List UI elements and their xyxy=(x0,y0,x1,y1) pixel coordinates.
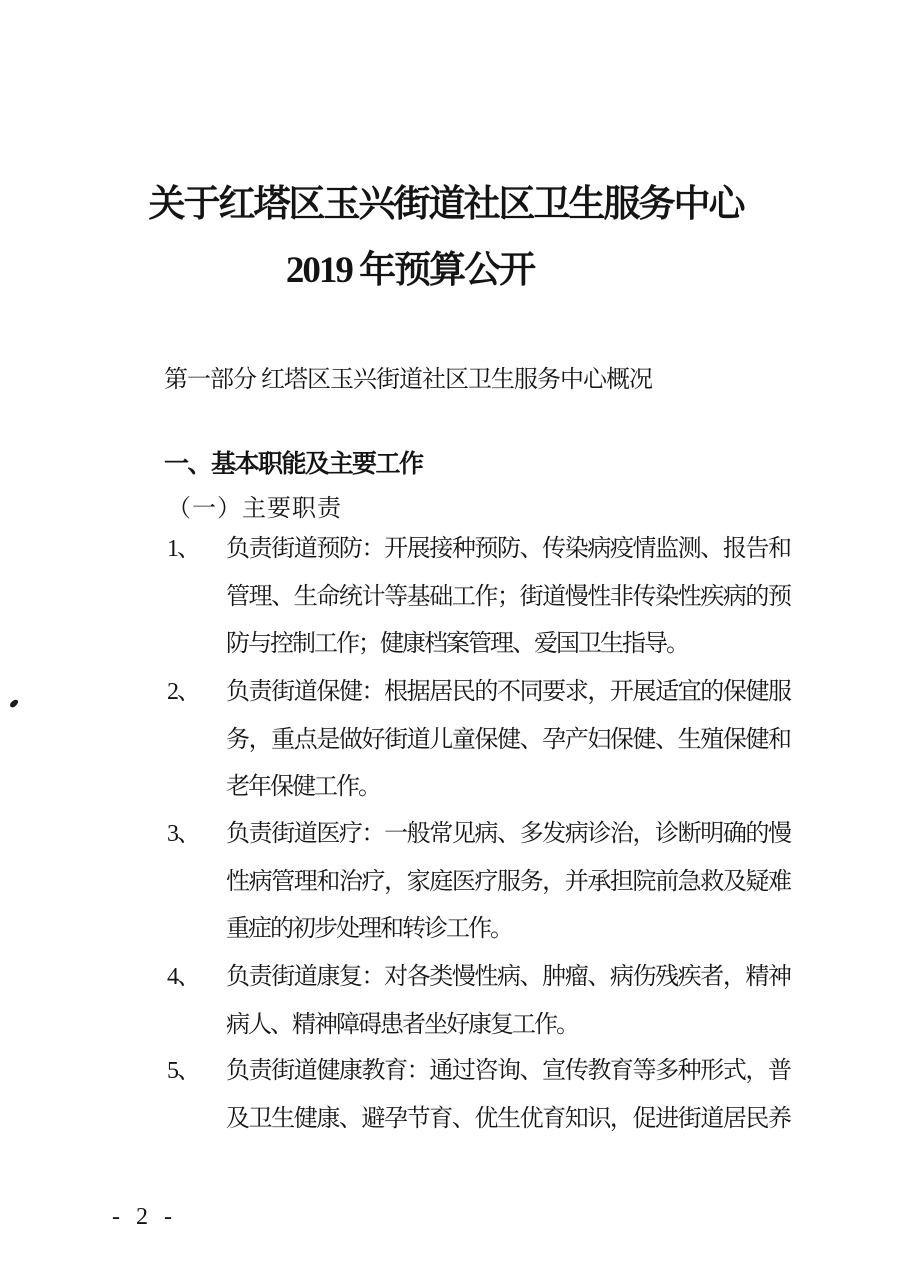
item-number: 5、 xyxy=(167,1058,199,1084)
page-number: - 2 - xyxy=(112,1204,176,1230)
duty-item-4 xyxy=(167,954,790,1049)
item-text-line: 负责街道医疗：一般常见病、多发病诊治，诊断明确的慢 xyxy=(226,821,790,847)
item-text-line: 及卫生健康、避孕节育、优生优育知识，促进街道居民养 xyxy=(226,1105,790,1132)
duty-item-1 xyxy=(167,526,790,669)
item-number: 2、 xyxy=(167,679,199,705)
item-number: 3、 xyxy=(167,821,199,847)
item-text-line: 负责街道健康教育：通过咨询、宣传教育等多种形式，普 xyxy=(226,1058,790,1084)
item-text-line: 负责街道预防：开展接种预防、传染病疫情监测、报告和 xyxy=(226,536,790,562)
item-text-line: 老年保健工作。 xyxy=(226,774,380,800)
duty-item-3 xyxy=(167,811,790,954)
item-text-line: 病人、精神障碍患者坐好康复工作。 xyxy=(226,1011,578,1038)
document-title-line1: 关于红塔区玉兴街道社区卫生服务中心 xyxy=(148,184,744,225)
item-text-line: 务，重点是做好街道儿童保健、孕产妇保健、生殖保健和 xyxy=(226,726,790,753)
item-text-line: 管理、生命统计等基础工作；街道慢性非传染性疾病的预 xyxy=(226,583,790,610)
item-number: 4、 xyxy=(167,964,199,990)
item-number: 1、 xyxy=(167,536,199,562)
item-text-line: 性病管理和治疗，家庭医疗服务，并承担院前急救及疑难 xyxy=(226,868,790,895)
item-text-line: 防与控制工作；健康档案管理、爱国卫生指导。 xyxy=(226,631,688,657)
document-title-line2: 2019 年预算公开 xyxy=(285,250,535,291)
duty-item-2 xyxy=(167,669,790,812)
item-text-line: 负责街道保健：根据居民的不同要求，开展适宜的保健服 xyxy=(226,679,790,705)
ink-speck-artifact xyxy=(9,698,19,709)
duty-item-5 xyxy=(167,1048,790,1143)
heading-basic-functions: 一、基本职能及主要工作 xyxy=(164,450,423,478)
part-one-heading: 第一部分 红塔区玉兴街道社区卫生服务中心概况 xyxy=(164,367,652,393)
item-text-line: 负责街道康复：对各类慢性病、肿瘤、病伤残疾者，精神 xyxy=(226,964,790,990)
subheading-main-duties: （一）主要职责 xyxy=(167,496,342,522)
item-text-line: 重症的初步处理和转诊工作。 xyxy=(226,916,512,942)
